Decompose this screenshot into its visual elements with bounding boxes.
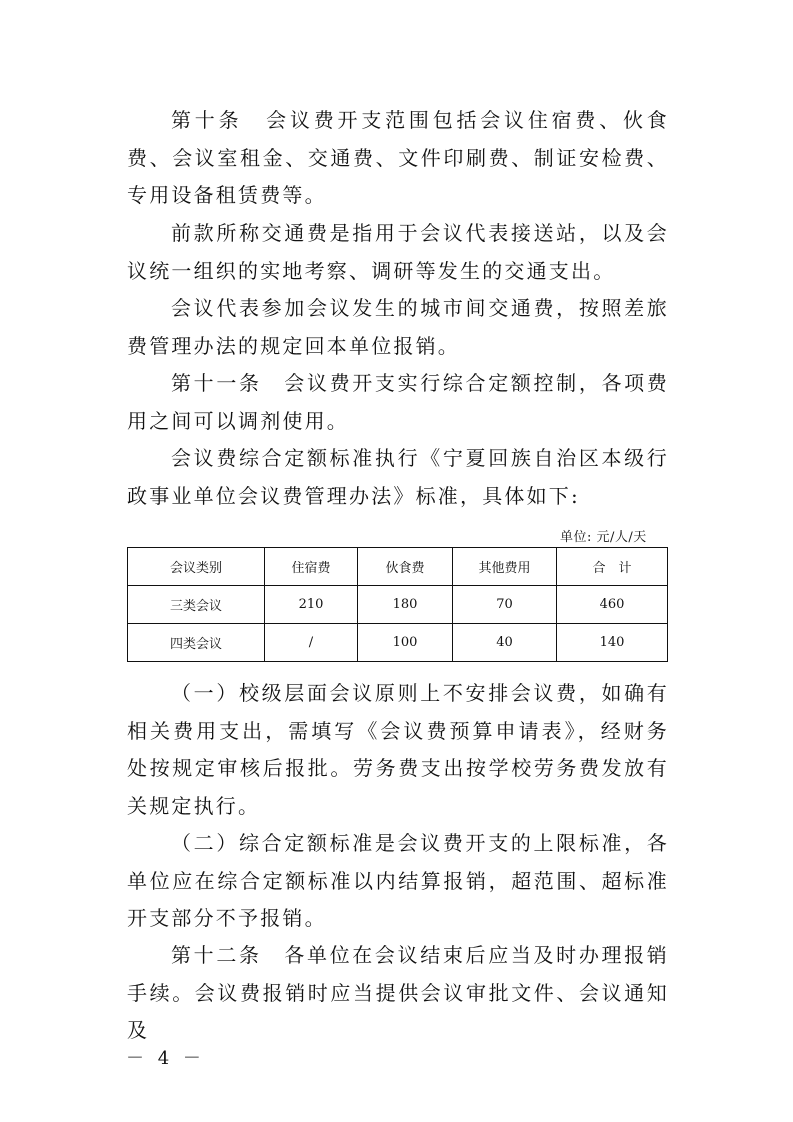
header-cell: 合 计 <box>557 548 668 586</box>
quota-standard-paragraph: 会议费综合定额标准执行《宁夏回族自治区本级行政事业单位会议费管理办法》标准，具体如下: <box>127 446 669 508</box>
table-cell: 100 <box>358 624 453 662</box>
meeting-fee-table <box>127 547 668 662</box>
table-cell: 四类会议 <box>128 624 265 662</box>
table-cell: 140 <box>557 624 668 662</box>
header-cell: 其他费用 <box>453 548 557 586</box>
table-header-row <box>128 548 668 586</box>
header-cell: 住宿费 <box>265 548 358 586</box>
article-10-paragraph: 第十条 会议费开支范围包括会议住宿费、伙食费、会议室租金、交通费、文件印刷费、制证安检费、专用设备租赁费等。 <box>127 108 669 207</box>
intercity-transport-paragraph: 会议代表参加会议发生的城市间交通费，按照差旅费管理办法的规定回本单位报销。 <box>127 296 669 358</box>
unit-note: 单位: 元/人/天 <box>560 530 647 545</box>
school-level-meeting-paragraph: （一）校级层面会议原则上不安排会议费，如确有相关费用支出，需填写《会议费预算申请表》，经财务处按规定审核后报批。劳务费支出按学校劳务费发放有关规定执行。 <box>127 681 669 818</box>
table-cell: / <box>265 624 358 662</box>
header-cell: 会议类别 <box>128 548 265 586</box>
article-12-paragraph: 第十二条 各单位在会议结束后应当及时办理报销手续。会议费报销时应当提供会议审批文件、会议通知及 <box>127 943 669 1042</box>
table-cell: 210 <box>265 586 358 624</box>
table-cell: 70 <box>453 586 557 624</box>
quota-upper-limit-paragraph: （二）综合定额标准是会议费开支的上限标准，各单位应在综合定额标准以内结算报销，超范围、超标准开支部分不予报销。 <box>127 831 669 930</box>
table-row <box>128 586 668 624</box>
table-cell: 460 <box>557 586 668 624</box>
table-row <box>128 624 668 662</box>
table-cell: 180 <box>358 586 453 624</box>
table-cell: 40 <box>453 624 557 662</box>
table-cell: 三类会议 <box>128 586 265 624</box>
transport-definition-paragraph: 前款所称交通费是指用于会议代表接送站，以及会议统一组织的实地考察、调研等发生的交通支出。 <box>127 221 669 283</box>
article-11-paragraph: 第十一条 会议费开支实行综合定额控制，各项费用之间可以调剂使用。 <box>127 371 669 433</box>
header-cell: 伙食费 <box>358 548 453 586</box>
page-number: － 4 － <box>126 1048 205 1069</box>
